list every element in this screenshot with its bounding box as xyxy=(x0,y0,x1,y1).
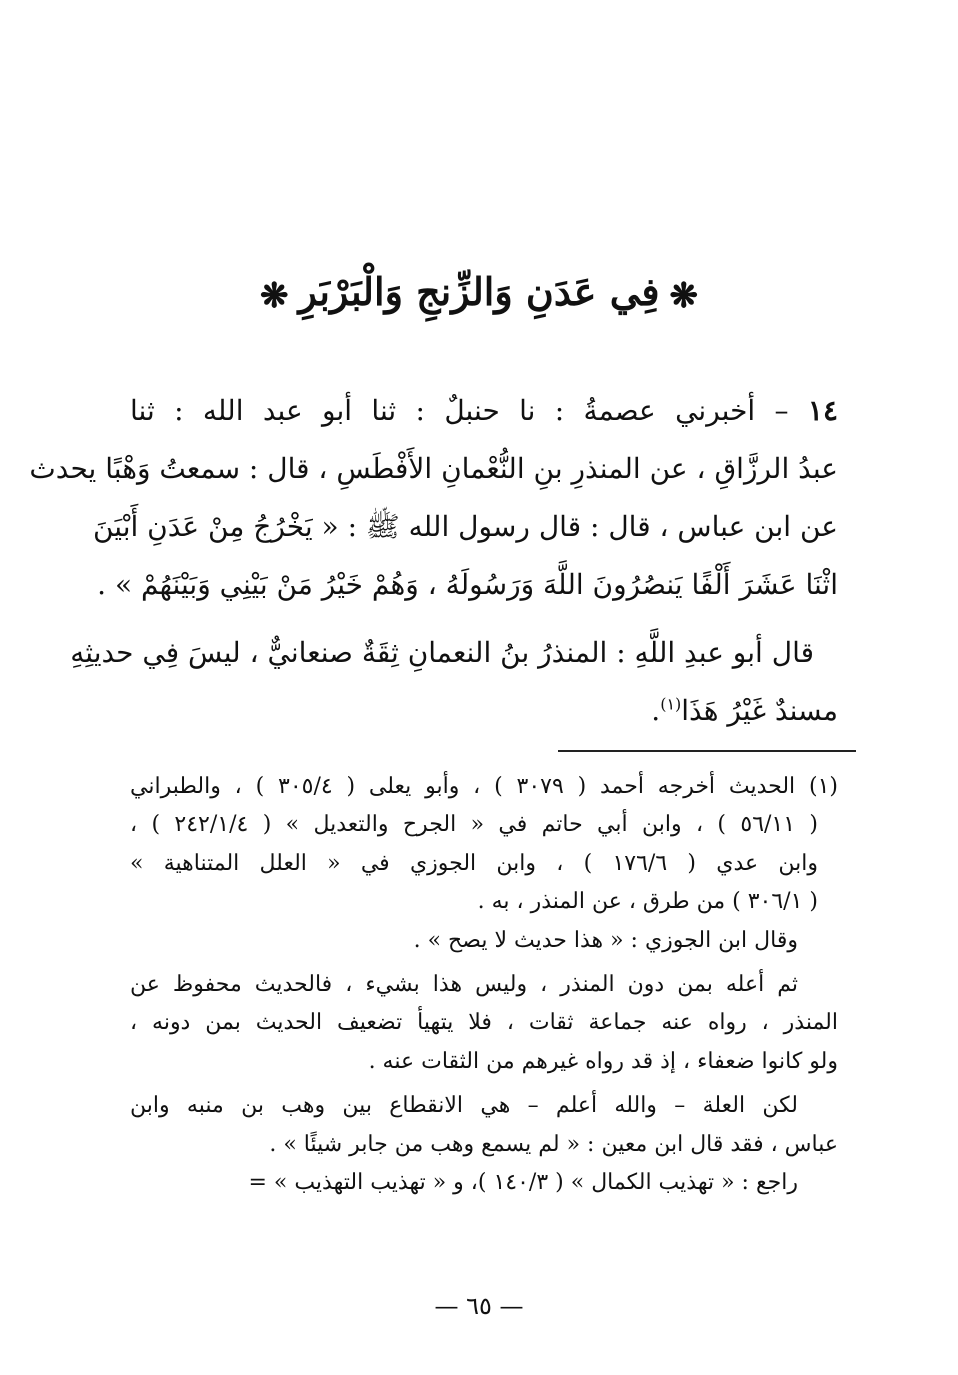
chapter-title: فِي عَدَنِ وَالزِّنجِ وَالْبَرْبَرِ xyxy=(298,269,660,314)
page-number: — ٦٥ — xyxy=(434,1292,524,1320)
star-ornament-left: ❋ xyxy=(259,275,289,316)
hadith-line-3: عن ابن عباس ، قال : قال رسول الله ﷺ : « يَخْرُجُ مِنْ عَدَنِ أَبْيَنَ xyxy=(92,510,838,543)
footnote-line-2: ( ٥٦/١١ ) ، وابن أبي حاتم في « الجرح والتعديل » ( ٢٤٢/١/٤ ) ، xyxy=(130,812,819,838)
footnote-line-5: وقال ابن الجوزي : « هذا حديث لا يصح » . xyxy=(413,927,798,953)
footnote-line-8: ولو كانوا ضعفاء ، إذ قد رواه غيرهم من الثقات عنه . xyxy=(368,1048,838,1074)
hadith-line-1 xyxy=(130,382,838,440)
commentary-end: . xyxy=(651,694,661,727)
footnotes xyxy=(130,768,838,1202)
hadith-number: ١٤ xyxy=(807,394,838,427)
commentary-line-2 xyxy=(130,682,838,740)
footnote-line-4: ( ٣٠٦/١ ) من طرق ، عن المنذر ، به . xyxy=(477,889,818,915)
footnote-line-9: لكن العلة – والله أعلم – هي الانقطاع بين وهب بن منبه وابن xyxy=(130,1093,798,1119)
commentary-line-1: قال أبو عبدِ اللَّهِ : المنذرُ بنُ النعمانِ ثِقَةٌ صنعانيٌّ ، ليسَ فِي حديثِهِ xyxy=(70,636,814,669)
footnote-line-10: عباس ، فقد قال ابن معين : « لم يسمع وهب من جابر شيئًا » . xyxy=(269,1131,838,1157)
footnote-divider xyxy=(558,750,856,752)
main-text xyxy=(29,382,838,740)
footnote-line-3: وابن عدي ( ١٧٦/٦ ) ، وابن الجوزي في « العلل المتناهية » xyxy=(130,850,818,876)
hadith-line-4: اثْنَا عَشَرَ أَلْفًا يَنصُرُونَ اللَّهَ وَرَسُولَهُ ، وَهُمْ خَيْرُ مَنْ بَيْنِي وَبَيْنَهُمْ » . xyxy=(97,568,838,601)
footnote-line-6: ثم أعله بمن دون المنذر ، وليس هذا بشيء ، فالحديث محفوظ عن xyxy=(130,971,798,997)
chapter-heading xyxy=(120,262,838,326)
footnote-line-11: راجع : « تهذيب الكمال » ( ١٤٠/٣ )، و « تهذيب التهذيب » = xyxy=(248,1169,798,1195)
hadith-line-2: عبدُ الرزَّاقِ ، عن المنذرِ بنِ النُّعْمانِ الأَفْطَسِ ، قال : سمعتُ وَهْبًا يحدث xyxy=(29,452,838,485)
commentary-line-2-text: مسندٌ غَيْرُ هَذَا xyxy=(681,694,838,727)
hadith-line-1-text: – أخبرني عصمةُ : نا حنبلٌ : ثنا أبو عبد الله : ثنا xyxy=(130,394,789,427)
footnote-line-1: (١) الحديث أخرجه أحمد ( ٣٠٧٩ ) ، وأبو يعلى ( ٣٠٥/٤ ) ، والطبراني xyxy=(130,774,838,799)
footnote-reference[interactable]: (١) xyxy=(660,694,682,714)
star-ornament-right: ❋ xyxy=(669,275,699,316)
footnote-line-7: المنذر ، رواه عنه جماعة ثقات ، فلا يتهيأ تضعيف الحديث بمن دونه ، xyxy=(130,1010,838,1036)
